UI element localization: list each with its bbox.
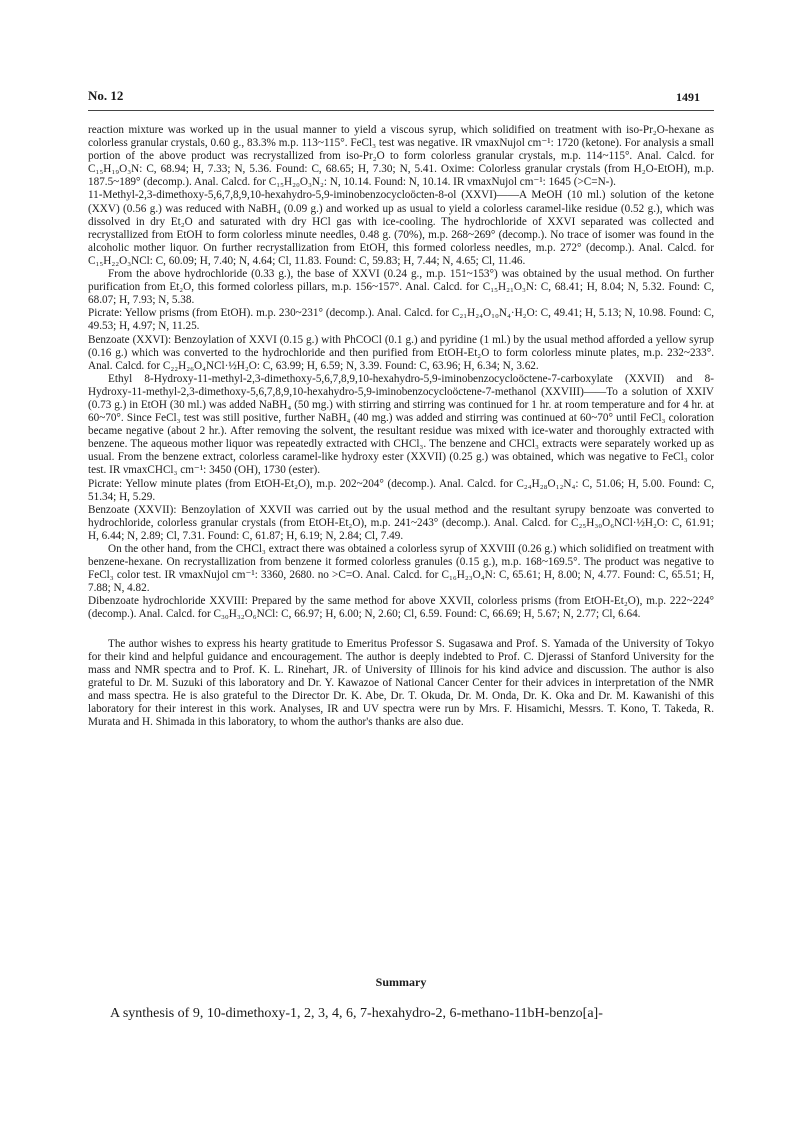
paragraph-xxvi-benzoate: Benzoate (XXVI): Benzoylation of XXVI (0.15 g.) with PhCOCl (0.1 g.) and pyridine (1 ml.) by the usual method afforded a yellow syrup (0.16 g.) which was converted to the hydrochloride and then purified from EtOH-Et₂O to form colorless minute plates, m.p. 232~233°. Anal. Calcd. for C₂₂H₂₆O₄NCl·½H₂O: C, 63.99; H, 6.59; N, 3.39. Found: C, 63.96; H, 6.34; N, 3.62. [88,333,714,372]
paragraph-xxvii-picrate: Picrate: Yellow minute plates (from EtOH-Et₂O), m.p. 202~204° (decomp.). Anal. Calcd. for C₂₄H₂₈O₁₂N₄: C, 51.06; H, 5.00. Found: C, 51.34; H, 5.29. [88,477,714,503]
section-heading-summary: Summary [375,975,427,989]
experimental-text [88,124,714,729]
paragraph-xxvii-benzoate: Benzoate (XXVII): Benzoylation of XXVII was carried out by the usual method and the resultant syrupy benzoate was converted to hydrochloride, colorless granular crystals (from EtOH-Et₂O), m.p. 241~243° (decomp.). Anal. Calcd. for C₂₅H₃₀O₆NCl·½H₂O: C, 61.91; H, 6.44; N, 2.89; Cl, 7.31. Found: C, 61.87; H, 6.19; N, 2.84; Cl, 7.49. [88,503,714,542]
paragraph-xxviii: On the other hand, from the CHCl₃ extract there was obtained a colorless syrup of XXVIII (0.26 g.) which solidified on treatment with benzene-hexane. On recrystallization from benzene it formed colorless granules (0.15 g.), m.p. 168~169.5°. The product was negative to FeCl₃ color test. IR νmaxNujol cm⁻¹: 3360, 2680. no >C=O. Anal. Calcd. for C₁₆H₂₃O₄N: C, 65.61; H, 8.00; N, 4.77. Found: C, 65.51; H, 7.88; N, 4.82. [88,543,714,595]
header-rule [88,110,714,111]
paragraph-ketone-workup: reaction mixture was worked up in the usual manner to yield a viscous syrup, which solidified on treatment with iso-Pr₂O-hexane as colorless granular crystals, 0.60 g., 83.3% m.p. 113~115°. FeCl₃ test was negative. IR νmaxNujol cm⁻¹: 1720 (ketone). For analysis a small portion of the above product was recrystallized from iso-Pr₂O to form colorless granular crystals, m.p. 114~115°. Anal. Calcd. for C₁₅H₁₉O₃N: C, 68.94; H, 7.33; N, 5.36. Found: C, 68.65; H, 7.30; N, 5.41. Oxime: Colorless granular crystals (from H₂O-EtOH), m.p. 187.5~189° (decomp.). Anal. Calcd. for C₁₅H₂₀O₃N₂: N, 10.14. Found: N, 10.14. IR νmaxNujol cm⁻¹: 1645 (>C=N-). [88,124,714,189]
issue-number: No. 12 [88,88,124,103]
paragraph-xxvi-base: From the above hydrochloride (0.33 g.), the base of XXVI (0.24 g., m.p. 151~153°) was obtained by the usual method. On further purification from Et₂O, this formed colorless pillars, m.p. 156~157°. Anal. Calcd. for C₁₅H₂₁O₃N: C, 68.41; H, 8.04; N, 5.32. Found: C, 68.07; H, 7.93; N, 5.38. [88,268,714,307]
paragraph-compound-xxvi: 11-Methyl-2,3-dimethoxy-5,6,7,8,9,10-hexahydro-5,9-iminobenzocycloöcten-8-ol (XXVI)——A MeOH (10 ml.) solution of the ketone (XXV) (0.56 g.) was reduced with NaBH₄ (0.09 g.) and worked up as usual to yield a colorless caramel-like residue (0.52 g.), which was dissolved in dry Et₂O and saturated with dry HCl gas with ice-cooling. The hydrochloride of XXVI separated was collected and recrystallized from EtOH to form colorless minute needles, 0.48 g. (70%), m.p. 268~269° (decomp.). No trace of isomer was found in the alcoholic mother liquor. On further recrystallization from EtOH, this formed colorless needles, m.p. 272° (decomp.). Anal. Calcd. for C₁₅H₂₂O₃NCl: C, 60.09; H, 7.40; N, 4.64; Cl, 11.83. Found: C, 59.83; H, 7.44; N, 4.65; Cl, 11.46. [88,189,714,267]
paragraph-xxvi-picrate: Picrate: Yellow prisms (from EtOH). m.p. 230~231° (decomp.). Anal. Calcd. for C₂₁H₂₄O₁₀N₄·H₂O: C, 49.41; H, 5.13; N, 10.98. Found: C, 49.53; H, 4.97; N, 11.25. [88,307,714,333]
paragraph-dibenzoate: Dibenzoate hydrochloride XXVIII: Prepared by the same method for above XXVII, colorless prisms (from EtOH-Et₂O), m.p. 222~224° (decomp.). Anal. Calcd. for C₃₀H₃₂O₆NCl: C, 66.97; H, 6.00; N, 2.60; Cl, 6.59. Found: C, 66.69; H, 5.67; N, 2.77; Cl, 6.64. [88,595,714,621]
summary-text: A synthesis of 9, 10-dimethoxy-1, 2, 3, 4, 6, 7-hexahydro-2, 6-methano-11bH-benzo[a]- [110,1006,603,1021]
acknowledgement: The author wishes to express his hearty gratitude to Emeritus Professor S. Sugasawa and Prof. S. Yamada of the University of Tokyo for their kind and helpful guidance and encouragement. The author is deeply indebted to Prof. C. Djerassi of Stanford University for the mass and NMR spectra and to Prof. K. L. Rinehart, JR. of University of Illinois for his kind advice and discussion. The author is also grateful to Dr. M. Suzuki of this laboratory and Dr. Y. Kawazoe of National Cancer Center for their advices in interpretation of the NMR and mass spectra. He is also grateful to the Director Dr. K. Abe, Dr. T. Okuda, Dr. M. Onda, Dr. K. Oka and Dr. M. Kawanishi of this laboratory for their interest in this work. Analyses, IR and UV spectra were run by Mrs. F. Hisamichi, Messrs. T. Kono, T. Takeda, R. Murata and H. Shimada in this laboratory, to whom the author's thanks are also due. [88,637,714,729]
page-number: 1491 [676,90,700,104]
paragraph-compounds-xxvii-xxviii: Ethyl 8-Hydroxy-11-methyl-2,3-dimethoxy-5,6,7,8,9,10-hexahydro-5,9-iminobenzocycloöctene-7-carboxylate (XXVII) and 8-Hydroxy-11-methyl-2,3-dimethoxy-5,6,7,8,9,10-hexahydro-5,9-iminobenzocycloöctene-7-methanol (XXVIII)——To a solution of XXIV (0.73 g.) in EtOH (30 ml.) was added NaBH₄ (50 mg.) with stirring and stirring was continued for 1 hr. at room temperature and for 4 hr. at 60~70°. Since FeCl₃ test was still positive, further NaBH₄ (40 mg.) was added and stirring was continued at 60~70° until FeCl₃ coloration became negative (about 2 hr.). After removing the solvent, the resultant residue was mixed with ice-water and thoroughly extracted with benzene. The aqueous mother liquor was repeatedly extracted with CHCl₃. The benzene and CHCl₃ extracts were separately worked up as usual. From the benzene extract, colorless caramel-like hydroxy ester (XXVII) (0.25 g.) was obtained, which was negative to FeCl₃ color test. IR νmaxCHCl₃ cm⁻¹: 3450 (OH), 1730 (ester). [88,372,714,477]
